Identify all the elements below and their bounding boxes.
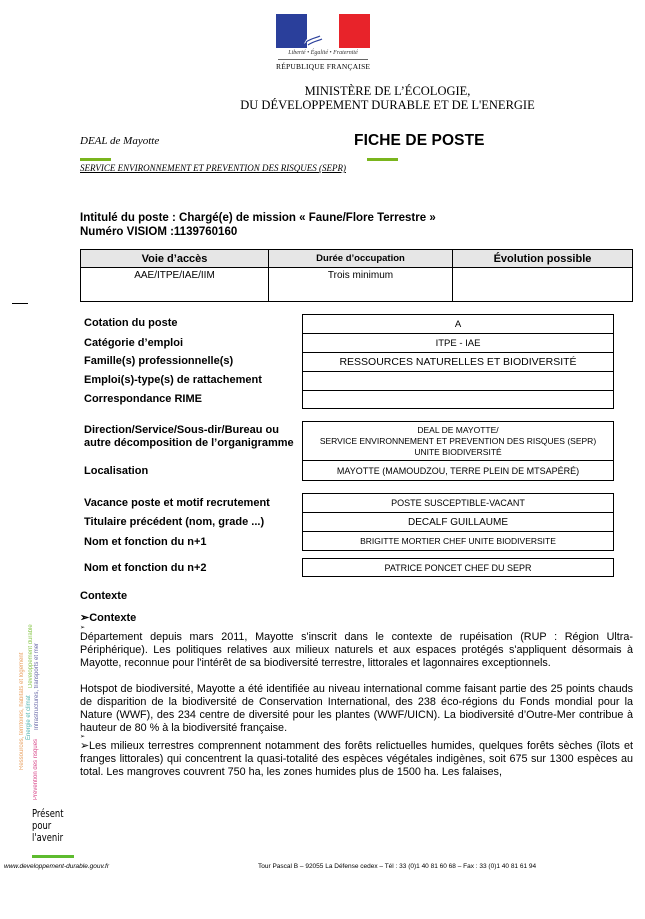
field-value-organigramme (302, 421, 614, 461)
slogan-line: Présent (32, 808, 64, 820)
footer-address: Tour Pascal B – 92055 La Défense cedex – Tél : 33 (0)1 40 81 60 68 – Fax : 33 (0)1 40 81 61 94 (258, 863, 537, 870)
value-line: DEAL DE MAYOTTE/ (417, 424, 499, 435)
visiom-number: Numéro VISIOM :1139760160 (80, 226, 238, 238)
marianne-icon (302, 16, 342, 48)
column-header: Voie d’accès (81, 250, 269, 268)
bullet-arrow-icon: ➢ (80, 734, 86, 740)
value-line: SERVICE ENVIRONNEMENT ET PREVENTION DES RISQUES (SEPR) (319, 435, 597, 446)
theme-label: Prévention des risques (33, 738, 39, 800)
field-label: Cotation du poste (84, 317, 178, 329)
field-label: Emploi(s)-type(s) de rattachement (84, 374, 262, 386)
republic-motto: Liberté • Égalité • Fraternité (288, 50, 358, 56)
section-title: Contexte (80, 590, 128, 602)
slogan-line: l'avenir (32, 832, 64, 844)
service-label: SERVICE ENVIRONNEMENT ET PREVENTION DES RISQUES (SEPR) (80, 163, 346, 173)
field-value (302, 371, 614, 391)
accent-rule (80, 158, 111, 161)
section-subtitle: ➢Contexte (80, 612, 137, 624)
theme-label: Ressources, territoires, habitats et logement (19, 652, 25, 770)
flag-red-band (339, 14, 370, 48)
job-title: Intitulé du poste : Chargé(e) de mission « Faune/Flore Terrestre » (80, 212, 436, 224)
field-label: Correspondance RIME (84, 393, 202, 405)
field-value: DECALF GUILLAUME (302, 512, 614, 532)
field-label: Catégorie d’emploi (84, 337, 184, 349)
job-title-block (80, 211, 436, 239)
field-label: Nom et fonction du n+1 (84, 536, 207, 548)
page-title: FICHE DE POSTE (354, 132, 485, 149)
field-value: BRIGITTE MORTIER CHEF UNITE BIODIVERSITE (302, 531, 614, 551)
field-label-line: autre décomposition de l’organigramme (84, 437, 294, 449)
context-paragraph: Département depuis mars 2011, Mayotte s'inscrit dans le contexte de rupéisation (RUP : Région Ultra-Périphérique). Les politiques relatives aux milieux naturels et aux espaces protégés s'appliquent désormais à Mayotte, reconnue pour l'intérêt de sa biodiversité terrestre, littorales et lagonnaires exceptionnels. (80, 631, 633, 669)
ministry-name (0, 84, 645, 112)
column-header: Durée d’occupation (269, 250, 453, 268)
value-line: UNITE BIODIVERSITÉ (414, 446, 502, 457)
margin-mark (12, 303, 28, 304)
theme-label: Développement durable (28, 624, 34, 688)
field-label: Vacance poste et motif recrutement (84, 497, 270, 509)
slogan (32, 808, 64, 844)
field-value: RESSOURCES NATURELLES ET BIODIVERSITÉ (302, 352, 614, 372)
field-value: MAYOTTE (MAMOUDZOU, TERRE PLEIN DE MTSAPÉRÉ) (302, 460, 614, 481)
field-value: POSTE SUSCEPTIBLE-VACANT (302, 493, 614, 513)
column-header: Évolution possible (453, 250, 633, 268)
ministry-line-2: DU DÉVELOPPEMENT DURABLE ET DE L'ENERGIE (240, 98, 535, 112)
table-cell: Trois minimum (269, 268, 453, 302)
website-link[interactable]: www.developpement-durable.gouv.fr (4, 863, 110, 870)
field-value: A (302, 314, 614, 334)
field-label-line: Direction/Service/Sous-dir/Bureau ou (84, 424, 279, 436)
theme-label: Infrastructures, transports et mer (34, 642, 40, 730)
field-label: Localisation (84, 465, 149, 477)
context-paragraph: Hotspot de biodiversité, Mayotte a été identifiée au niveau international comme faisant partie des 25 points chauds de disparition de la biodiversité de Conservation International, des 238 éco-régions du Fonds mondial pour la Nature (WWF), des 234 centre de diversité pour les plantes (WWF/UICN). La biodiversité d’Outre-Mer contribue à hauteur de 80 % à la biodiversité française. (80, 683, 633, 734)
table-header-row (81, 250, 633, 268)
access-table (80, 249, 633, 302)
context-paragraph: ➢Les milieux terrestres comprennent notamment des forêts relictuelles humides, quelques forêts sèches (îlots et franges littorales) qui concentrent la quasi-totalité des espèces végétales indigènes, soit 675 sur 1300 espèces au total. Les mangroves couvrent 750 ha, les zones humides plus de 1500 ha. Les falaises, (80, 740, 633, 778)
ministry-line-1: MINISTÈRE DE L’ÉCOLOGIE, (304, 84, 471, 98)
republique-francaise-logo (276, 14, 370, 74)
field-value: ITPE - IAE (302, 333, 614, 353)
field-value: PATRICE PONCET CHEF DU SEPR (302, 558, 614, 577)
theme-label: Énergie et climat (26, 695, 32, 740)
field-label (84, 424, 294, 450)
bullet-arrow-icon: ➢ (80, 625, 86, 631)
table-cell: AAE/ITPE/IAE/IIM (81, 268, 269, 302)
field-label: Titulaire précédent (nom, grade ...) (84, 516, 265, 528)
table-row (81, 268, 633, 302)
field-value (302, 390, 614, 409)
field-label: Nom et fonction du n+2 (84, 562, 207, 574)
slogan-line: pour (32, 820, 52, 832)
republique-label: RÉPUBLIQUE FRANÇAISE (276, 62, 371, 71)
accent-rule (367, 158, 398, 161)
logo-divider (278, 59, 368, 60)
table-cell (453, 268, 633, 302)
slogan-rule (32, 855, 74, 858)
field-label: Famille(s) professionnelle(s) (84, 355, 234, 367)
deal-label: DEAL de Mayotte (80, 135, 160, 147)
